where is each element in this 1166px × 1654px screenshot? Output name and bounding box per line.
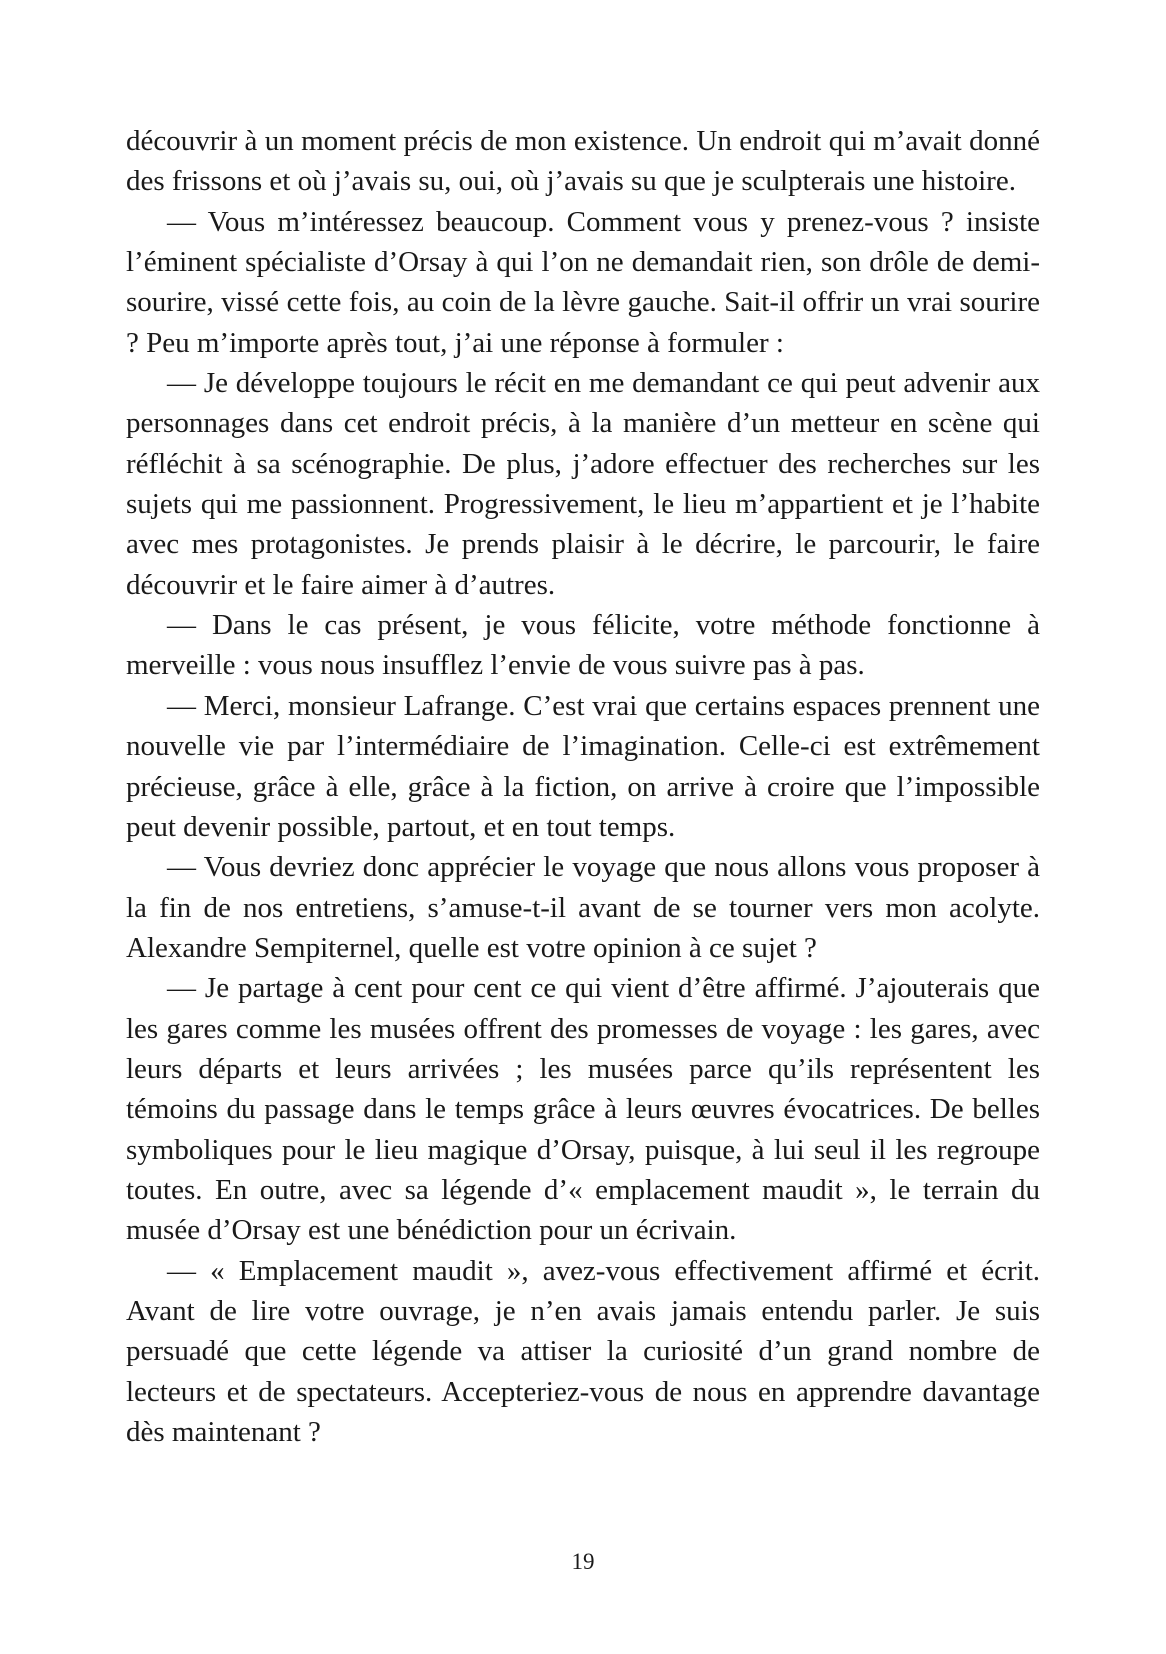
paragraph: — Vous m’intéressez beaucoup. Comment vous y prenez-vous ? insiste l’éminent spécialiste d’Orsay à qui l’on ne demandait rien, son drôle de demi-sourire, vissé cette fois, au coin de la lèvre gauche. Sait-il offrir un vrai sourire ? Peu m’importe après tout, j’ai une réponse à formuler : <box>126 205 1040 359</box>
paragraph: — Je développe toujours le récit en me demandant ce qui peut advenir aux personnages dans cet endroit précis, à la manière d’un metteur en scène qui réfléchit à sa scénographie. De plus, j’adore effectuer des recherches sur les sujets qui me passionnent. Progressivement, le lieu m’appartient et je l’habite avec mes protagonistes. Je prends plaisir à le décrire, le parcourir, le faire découvrir et le faire aimer à d’autres. <box>126 367 1040 601</box>
paragraph: découvrir à un moment précis de mon existence. Un endroit qui m’avait donné des frissons et où j’avais su, oui, où j’avais su que je sculpterais une histoire. <box>126 125 1040 198</box>
paragraph: — Vous devriez donc apprécier le voyage que nous allons vous proposer à la fin de nos entretiens, s’amuse-t-il avant de se tourner vers mon acolyte. Alexandre Sempiternel, quelle est votre opinion à ce sujet ? <box>126 851 1040 964</box>
paragraph: — « Emplacement maudit », avez-vous effectivement affirmé et écrit. Avant de lire votre ouvrage, je n’en avais jamais entendu parler. Je suis persuadé que cette légende va attiser la curiosité d’un grand nombre de lecteurs et de spectateurs. Accepteriez-vous de nous en apprendre davantage dès maintenant ? <box>126 1254 1040 1448</box>
paragraph: — Je partage à cent pour cent ce qui vient d’être affirmé. J’ajouterais que les gares comme les musées offrent des promesses de voyage : les gares, avec leurs départs et leurs arrivées ; les musées parce qu’ils représentent les témoins du passage dans le temps grâce à leurs œuvres évocatrices. De belles symboliques pour le lieu magique d’Orsay, puisque, à lui seul il les regroupe toutes. En outre, avec sa légende d’« emplacement maudit », le terrain du musée d’Orsay est une bénédiction pour un écrivain. <box>126 972 1040 1247</box>
paragraph: — Dans le cas présent, je vous félicite, votre méthode fonctionne à merveille : vous nous insufflez l’envie de vous suivre pas à pas. <box>126 609 1040 682</box>
body-text <box>126 121 1040 1452</box>
page-number: 19 <box>571 1549 595 1574</box>
paragraph: — Merci, monsieur Lafrange. C’est vrai que certains espaces prennent une nouvelle vie par l’intermédiaire de l’imagination. Celle-ci est extrêmement précieuse, grâce à elle, grâce à la fiction, on arrive à croire que l’impossible peut devenir possible, partout, et en tout temps. <box>126 689 1040 843</box>
